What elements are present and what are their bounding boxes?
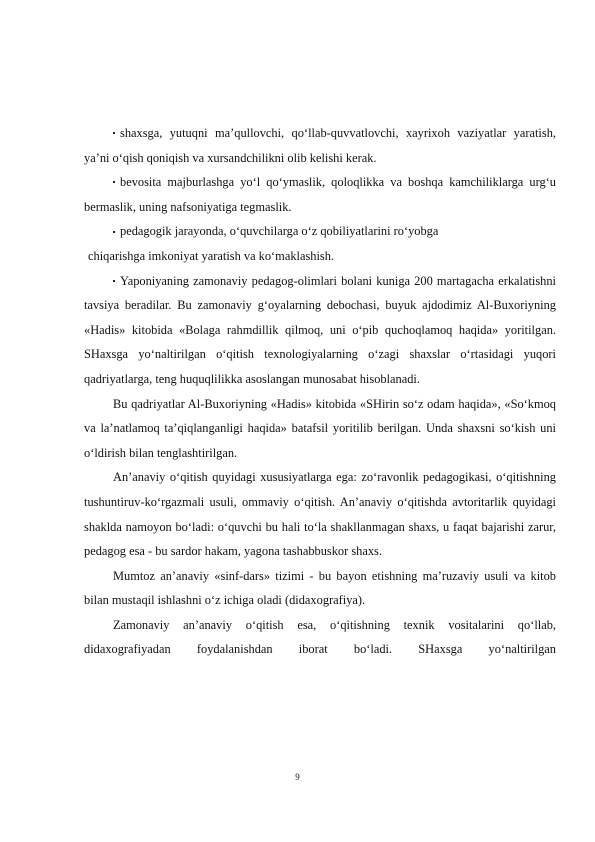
paragraph-6 (84, 465, 556, 563)
paragraph-text: bevosita majburlashga yo‘l qo‘ymaslik, qoloqlikka va boshqa kamchiliklarga urg‘u bermaslik, uning nafsoniyatiga tegmaslik. (84, 175, 556, 214)
paragraph-8 (84, 613, 556, 662)
continuation-line (84, 244, 556, 269)
paragraph-text: Zamonaviy an’anaviy o‘qitish esa, o‘qitishning texnik vositalarini qo‘llab, didaxografiyadan foydalanishdan iborat bo‘ladi. SHaxsga yo‘naltirilgan (84, 617, 556, 657)
bullet-icon (113, 132, 115, 134)
paragraph-text: Yaponiyaning zamonaviy pedagog-olimlari bolani kuniga 200 martagacha erkalatishni tavsiya beradilar. Bu zamonaviy g‘oyalarning debochasi, buyuk ajdodimiz Al-Buxoriyning «Hadis» kitobida «Bolaga rahmdillik qilmoq, uni o‘pib quchoqlamoq haqida» yoritilgan. SHaxsga yo‘naltirilgan o‘qitish texnologiyalarning o‘zagi shaxslar o‘rtasidagi yuqori qadriyatlarga, teng huquqlilikka asoslangan munosabat hisoblanadi. (84, 273, 556, 386)
paragraph-text: shaxsga, yutuqni ma’qullovchi, qo‘llab-quvvatlovchi, xayrixoh vaziyatlar yaratish, ya’ni o‘qish qoniqish va xursandchilikni olib kelishi kerak. (84, 126, 556, 165)
paragraph-text: Bu qadriyatlar Al-Buxoriyning «Hadis» kitobida «SHirin so‘z odam haqida», «So‘kmoq va la’natlamoq ta’qiqlanganligi haqida» batafsil yoritilib berilgan. Unda shaxsni so‘kish uni o‘ldirish bilan tenglashtirilgan. (84, 396, 556, 460)
paragraph-text: Mumtoz an’anaviy «sinf-dars» tizimi - bu bayon etishning ma’ruzaviy usuli va kitob bilan mustaqil ishlashni o‘z ichiga oladi (didaxografiya). (84, 568, 556, 608)
bullet-paragraph-1 (84, 121, 556, 170)
body-text (84, 121, 556, 662)
paragraph-7 (84, 564, 556, 613)
bullet-icon (113, 181, 115, 183)
bullet-paragraph-4 (84, 269, 556, 392)
bullet-icon (113, 231, 115, 233)
paragraph-text: pedagogik jarayonda, o‘quvchilarga o‘z qobiliyatlarini ro‘yobga (120, 224, 439, 239)
bullet-paragraph-2 (84, 170, 556, 219)
page-number: 9 (295, 772, 300, 782)
paragraph-text: An’anaviy o‘qitish quyidagi xususiyatlarga ega: zo‘ravonlik pedagogikasi, o‘qitishning tushuntiruv-ko‘rgazmali usuli, ommaviy o‘qitish. An’anaviy o‘qitishda avtoritarlik quyidagi shaklda namoyon bo‘ladi: o‘quvchi bu hali to‘la shakllanmagan shaxs, u faqat bajarishi zarur, pedagog esa - bu sardor hakam, yagona tashabbuskor shaxs. (84, 470, 556, 559)
paragraph-5 (84, 392, 556, 466)
paragraph-text: chiqarishga imkoniyat yaratish va ko‘maklashish. (88, 248, 335, 263)
bullet-icon (113, 280, 115, 282)
bullet-paragraph-3 (84, 219, 556, 244)
